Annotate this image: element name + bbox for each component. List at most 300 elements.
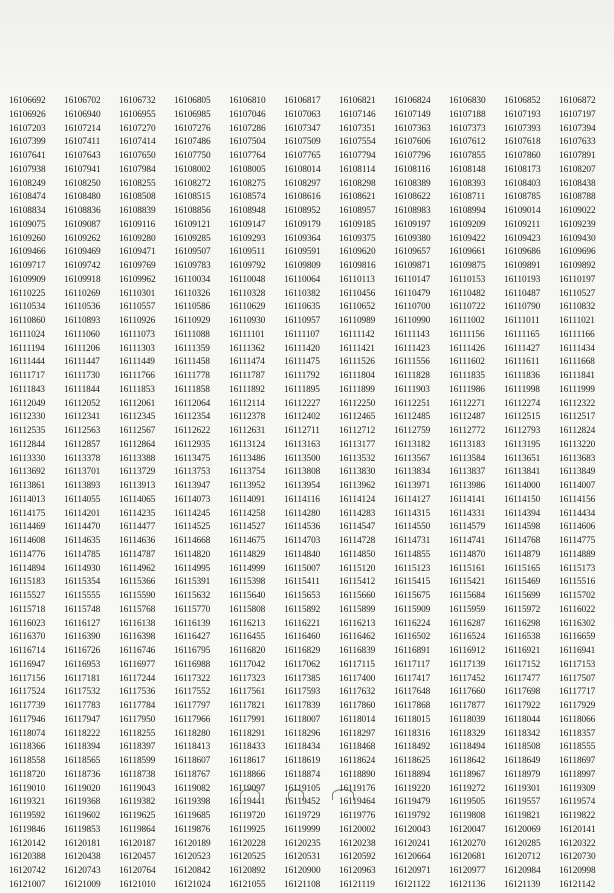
number-cell: 16111142 xyxy=(339,329,375,340)
number-cell: 16109423 xyxy=(504,233,541,244)
number-cell: 16116302 xyxy=(559,618,596,629)
number-cell: 16117322 xyxy=(174,673,211,684)
number-cell: 16106872 xyxy=(559,96,596,106)
number-cell: 16108785 xyxy=(504,192,541,203)
number-cell: 16108616 xyxy=(284,192,321,203)
number-cell: 16118329 xyxy=(449,728,486,739)
number-cell: 16109769 xyxy=(119,261,156,271)
number-cell: 16120047 xyxy=(449,824,486,835)
number-cell: 16109511 xyxy=(229,247,266,258)
number-cell: 16117561 xyxy=(229,687,266,698)
number-cell: 16110269 xyxy=(64,288,101,299)
number-cell: 16107347 xyxy=(284,123,321,134)
number-cell: 16110635 xyxy=(284,302,321,313)
number-cell: 16116023 xyxy=(9,618,46,629)
number-cell: 16109375 xyxy=(339,233,376,244)
number-cell: 16118492 xyxy=(394,742,431,753)
number-cell: 16119925 xyxy=(229,824,266,835)
number-cell: 16121119 xyxy=(339,879,375,890)
number-cell: 16115972 xyxy=(504,604,541,615)
number-cell: 16112622 xyxy=(174,426,211,436)
number-cell: 16117593 xyxy=(284,687,321,698)
number-cell: 16108952 xyxy=(284,206,321,216)
number-cell: 16119220 xyxy=(394,783,431,794)
number-cell: 16117153 xyxy=(559,659,596,670)
number-cell: 16120742 xyxy=(9,866,46,876)
number-cell: 16120531 xyxy=(284,852,321,863)
number-cell: 16116370 xyxy=(9,632,46,643)
number-cell: 16106805 xyxy=(174,96,211,106)
number-cell: 16118866 xyxy=(229,769,266,780)
number-cell: 16118044 xyxy=(504,714,541,725)
number-cell: 16120270 xyxy=(449,838,486,849)
number-cell: 16118624 xyxy=(339,756,376,766)
number-cell: 16110790 xyxy=(504,302,541,313)
number-cell: 16120998 xyxy=(559,866,596,876)
number-cell: 16112330 xyxy=(9,412,46,423)
number-cell: 16115699 xyxy=(504,591,541,601)
number-cell: 16112772 xyxy=(449,426,486,436)
number-cell: 16116287 xyxy=(449,618,486,629)
number-cell: 16116213 xyxy=(339,618,376,629)
number-cell: 16116538 xyxy=(504,632,541,643)
number-cell: 16111903 xyxy=(394,384,430,395)
number-cell: 16120730 xyxy=(559,852,596,863)
number-cell: 16117115 xyxy=(339,659,375,670)
number-list-grid xyxy=(9,95,614,893)
number-cell: 16115808 xyxy=(229,604,266,615)
number-cell: 16109116 xyxy=(119,219,156,230)
number-cell: 16117117 xyxy=(394,659,430,670)
number-cell: 16114930 xyxy=(64,563,101,574)
number-cell: 16109285 xyxy=(174,233,211,244)
number-cell: 16120712 xyxy=(504,852,541,863)
number-cell: 16111359 xyxy=(174,343,210,354)
number-cell: 16106821 xyxy=(339,96,376,106)
number-cell: 16114999 xyxy=(229,563,266,574)
number-cell: 16111303 xyxy=(119,343,155,354)
number-cell: 16119720 xyxy=(229,811,266,821)
number-cell: 16114879 xyxy=(504,549,541,560)
number-cell: 16109280 xyxy=(119,233,156,244)
number-cell: 16118222 xyxy=(64,728,101,739)
number-cell: 16110048 xyxy=(229,274,266,285)
number-cell: 16109875 xyxy=(449,261,486,271)
number-cell: 16111420 xyxy=(284,343,320,354)
number-cell: 16109185 xyxy=(339,219,376,230)
number-cell: 16110990 xyxy=(394,316,431,326)
number-cell: 16117698 xyxy=(504,687,541,698)
number-cell: 16111156 xyxy=(449,329,485,340)
number-cell: 16119557 xyxy=(504,797,541,808)
number-cell: 16114127 xyxy=(394,494,431,505)
number-cell: 16115702 xyxy=(559,591,596,601)
number-cell: 16109686 xyxy=(504,247,541,258)
number-cell: 16111423 xyxy=(394,343,430,354)
number-cell: 16109591 xyxy=(284,247,321,258)
number-cell: 16114598 xyxy=(504,522,541,533)
number-cell: 16113124 xyxy=(229,439,266,450)
number-cell: 16117860 xyxy=(339,701,376,711)
number-cell: 16116820 xyxy=(229,646,266,656)
number-cell: 16120238 xyxy=(339,838,376,849)
number-cell: 16119452 xyxy=(284,797,321,808)
number-cell: 16109380 xyxy=(394,233,431,244)
number-cell: 16119464 xyxy=(339,797,376,808)
number-cell: 16116022 xyxy=(559,604,596,615)
number-cell: 16113475 xyxy=(174,453,211,464)
number-cell: 16113330 xyxy=(9,453,46,464)
number-cell: 16118720 xyxy=(9,769,46,780)
number-cell: 16113532 xyxy=(339,453,376,464)
number-cell: 16109364 xyxy=(284,233,321,244)
number-cell: 16117947 xyxy=(64,714,101,725)
number-cell: 16120438 xyxy=(64,852,101,863)
number-cell: 16110034 xyxy=(174,274,211,285)
number-cell: 16109466 xyxy=(9,247,46,258)
number-cell: 16119272 xyxy=(449,783,486,794)
number-cell: 16107618 xyxy=(504,137,541,148)
number-cell: 16107650 xyxy=(119,151,156,161)
number-cell: 16109742 xyxy=(64,261,101,271)
number-cell: 16120189 xyxy=(174,838,211,849)
number-cell: 16111427 xyxy=(504,343,540,354)
number-cell: 16113163 xyxy=(284,439,321,450)
number-cell: 16106817 xyxy=(284,96,321,106)
number-cell: 16120842 xyxy=(174,866,211,876)
number-cell: 16117385 xyxy=(284,673,321,684)
number-cell: 16115165 xyxy=(504,563,541,574)
number-cell: 16113808 xyxy=(284,467,321,478)
number-cell: 16115899 xyxy=(339,604,376,615)
number-cell: 16110700 xyxy=(394,302,431,313)
number-cell: 16107794 xyxy=(339,151,376,161)
number-cell: 16109179 xyxy=(284,219,321,230)
number-cell: 16113651 xyxy=(504,453,541,464)
number-cell: 16107938 xyxy=(9,164,46,175)
number-cell: 16110487 xyxy=(504,288,541,299)
number-cell: 16106852 xyxy=(504,96,541,106)
number-cell: 16119853 xyxy=(64,824,101,835)
number-cell: 16116127 xyxy=(64,618,101,629)
number-cell: 16117950 xyxy=(119,714,156,725)
number-cell: 16121139 xyxy=(504,879,541,890)
number-cell: 16110064 xyxy=(284,274,321,285)
number-cell: 16113177 xyxy=(339,439,376,450)
number-cell: 16119382 xyxy=(119,797,156,808)
number-cell: 16114175 xyxy=(9,508,46,519)
number-cell: 16111841 xyxy=(559,371,595,381)
number-cell: 16108621 xyxy=(339,192,376,203)
number-cell: 16114258 xyxy=(229,508,266,519)
number-cell: 16114636 xyxy=(119,536,156,546)
number-cell: 16112064 xyxy=(174,398,211,409)
number-cell: 16110225 xyxy=(9,288,46,299)
number-cell: 16112341 xyxy=(64,412,101,423)
number-cell: 16120984 xyxy=(504,866,541,876)
number-cell: 16118565 xyxy=(64,756,101,766)
number-cell: 16114728 xyxy=(339,536,376,546)
number-cell: 16107606 xyxy=(394,137,431,148)
number-cell: 16118433 xyxy=(229,742,266,753)
number-cell: 16107941 xyxy=(64,164,101,175)
number-cell: 16111717 xyxy=(9,371,45,381)
number-cell: 16109717 xyxy=(9,261,46,271)
number-cell: 16115959 xyxy=(449,604,486,615)
number-cell: 16114668 xyxy=(174,536,211,546)
number-cell: 16117632 xyxy=(339,687,376,698)
number-cell: 16108005 xyxy=(229,164,266,175)
number-cell: 16110930 xyxy=(229,316,266,326)
number-cell: 16116139 xyxy=(174,618,211,629)
number-cell: 16119808 xyxy=(449,811,486,821)
number-cell: 16117532 xyxy=(64,687,101,698)
number-cell: 16107641 xyxy=(9,151,46,161)
number-cell: 16111143 xyxy=(394,329,430,340)
number-cell: 16116138 xyxy=(119,618,156,629)
number-cell: 16116298 xyxy=(504,618,541,629)
number-cell: 16109661 xyxy=(449,247,486,258)
number-cell: 16117152 xyxy=(504,659,541,670)
number-cell: 16112114 xyxy=(229,398,265,409)
number-cell: 16117648 xyxy=(394,687,431,698)
number-cell: 16108403 xyxy=(504,178,541,189)
number-cell: 16108148 xyxy=(449,164,486,175)
number-cell: 16112712 xyxy=(339,426,376,436)
number-cell: 16108480 xyxy=(64,192,101,203)
number-cell: 16117784 xyxy=(119,701,156,711)
number-cell: 16113849 xyxy=(559,467,596,478)
number-cell: 16111060 xyxy=(64,329,100,340)
number-cell: 16120142 xyxy=(9,838,46,849)
number-cell: 16113837 xyxy=(449,467,486,478)
number-cell: 16116839 xyxy=(339,646,376,656)
number-cell: 16108948 xyxy=(229,206,266,216)
number-cell: 16107486 xyxy=(174,137,211,148)
number-cell: 16119792 xyxy=(394,811,431,821)
number-cell: 16114768 xyxy=(504,536,541,546)
number-cell: 16108250 xyxy=(64,178,101,189)
number-cell: 16111021 xyxy=(559,316,595,326)
number-cell: 16120523 xyxy=(174,852,211,863)
number-cell: 16115660 xyxy=(339,591,376,601)
number-cell: 16120002 xyxy=(339,824,376,835)
number-cell: 16118558 xyxy=(9,756,46,766)
number-cell: 16107414 xyxy=(119,137,156,148)
number-cell: 16109892 xyxy=(559,261,596,271)
number-cell: 16108393 xyxy=(449,178,486,189)
number-cell: 16111088 xyxy=(174,329,210,340)
number-cell: 16120977 xyxy=(449,866,486,876)
number-cell: 16109657 xyxy=(394,247,431,258)
number-cell: 16114000 xyxy=(504,481,541,491)
number-cell: 16107394 xyxy=(559,123,596,134)
number-cell: 16112378 xyxy=(229,412,266,423)
number-cell: 16117783 xyxy=(64,701,101,711)
number-cell: 16110113 xyxy=(339,274,375,285)
number-cell: 16111107 xyxy=(284,329,320,340)
number-cell: 16118555 xyxy=(559,742,596,753)
number-cell: 16110957 xyxy=(284,316,321,326)
number-cell: 16114741 xyxy=(449,536,486,546)
number-cell: 16113947 xyxy=(174,481,211,491)
number-cell: 16109962 xyxy=(119,274,156,285)
number-cell: 16120457 xyxy=(119,852,156,863)
number-cell: 16115183 xyxy=(9,577,46,588)
number-cell: 16114470 xyxy=(64,522,101,533)
number-cell: 16120388 xyxy=(9,852,46,863)
number-cell: 16114894 xyxy=(9,563,46,574)
number-cell: 16108255 xyxy=(119,178,156,189)
number-cell: 16108474 xyxy=(9,192,46,203)
number-cell: 16111828 xyxy=(394,371,430,381)
number-cell: 16110301 xyxy=(119,288,156,299)
number-cell: 16118066 xyxy=(559,714,596,725)
number-cell: 16118997 xyxy=(559,769,596,780)
number-cell: 16119821 xyxy=(504,811,541,821)
number-cell: 16109022 xyxy=(559,206,596,216)
number-cell: 16108983 xyxy=(394,206,431,216)
number-cell: 16113692 xyxy=(9,467,46,478)
number-cell: 16110989 xyxy=(339,316,376,326)
number-cell: 16118007 xyxy=(284,714,321,725)
number-cell: 16112759 xyxy=(394,426,431,436)
number-cell: 16107188 xyxy=(449,109,486,120)
number-cell: 16114731 xyxy=(394,536,431,546)
number-cell: 16113971 xyxy=(394,481,431,491)
number-cell: 16117868 xyxy=(394,701,431,711)
number-cell: 16107509 xyxy=(284,137,321,148)
number-cell: 16109260 xyxy=(9,233,46,244)
number-cell: 16107554 xyxy=(339,137,376,148)
number-cell: 16112465 xyxy=(339,412,376,423)
number-cell: 16115909 xyxy=(394,604,431,615)
number-cell: 16106732 xyxy=(119,96,156,106)
number-cell: 16113753 xyxy=(174,467,211,478)
number-cell: 16107063 xyxy=(284,109,321,120)
number-cell: 16117042 xyxy=(229,659,266,670)
number-cell: 16119020 xyxy=(64,783,101,794)
number-cell: 16121024 xyxy=(174,879,211,890)
number-cell: 16118394 xyxy=(64,742,101,753)
number-cell: 16110527 xyxy=(559,288,596,299)
number-cell: 16116829 xyxy=(284,646,321,656)
number-cell: 16111792 xyxy=(284,371,320,381)
number-cell: 16106810 xyxy=(229,96,266,106)
number-cell: 16109262 xyxy=(64,233,101,244)
number-cell: 16106692 xyxy=(9,96,46,106)
number-cell: 16116795 xyxy=(174,646,211,656)
number-cell: 16109696 xyxy=(559,247,596,258)
number-cell: 16111835 xyxy=(449,371,485,381)
number-cell: 16111434 xyxy=(559,343,595,354)
number-cell: 16108994 xyxy=(449,206,486,216)
number-cell: 16107399 xyxy=(9,137,46,148)
number-cell: 16114840 xyxy=(284,549,321,560)
number-cell: 16111101 xyxy=(229,329,265,340)
number-cell: 16115354 xyxy=(64,577,101,588)
number-cell: 16111843 xyxy=(9,384,45,395)
number-cell: 16114394 xyxy=(504,508,541,519)
number-cell: 16120187 xyxy=(119,838,156,849)
number-cell: 16113683 xyxy=(559,453,596,464)
number-cell: 16110586 xyxy=(174,302,211,313)
number-cell: 16113952 xyxy=(229,481,266,491)
number-cell: 16117966 xyxy=(174,714,211,725)
number-cell: 16116502 xyxy=(394,632,431,643)
number-cell: 16119398 xyxy=(174,797,211,808)
number-cell: 16107643 xyxy=(64,151,101,161)
number-cell: 16118736 xyxy=(64,769,101,780)
number-cell: 16115173 xyxy=(559,563,596,574)
number-cell: 16115590 xyxy=(119,591,156,601)
number-cell: 16106985 xyxy=(174,109,211,120)
number-cell: 16107393 xyxy=(504,123,541,134)
number-cell: 16120235 xyxy=(284,838,321,849)
number-cell: 16107750 xyxy=(174,151,211,161)
number-cell: 16111787 xyxy=(229,371,265,381)
number-cell: 16110629 xyxy=(229,302,266,313)
number-cell: 16109469 xyxy=(64,247,101,258)
number-cell: 16111999 xyxy=(559,384,595,395)
number-cell: 16108272 xyxy=(174,178,211,189)
number-cell: 16107203 xyxy=(9,123,46,134)
number-cell: 16111730 xyxy=(64,371,100,381)
number-cell: 16117507 xyxy=(559,673,596,684)
number-cell: 16116947 xyxy=(9,659,46,670)
number-cell: 16111804 xyxy=(339,371,375,381)
number-cell: 16118397 xyxy=(119,742,156,753)
number-cell: 16110536 xyxy=(64,302,101,313)
number-cell: 16113962 xyxy=(339,481,376,491)
number-cell: 16116460 xyxy=(284,632,321,643)
number-cell: 16112487 xyxy=(449,412,486,423)
number-cell: 16112711 xyxy=(284,426,320,436)
number-cell: 16120963 xyxy=(339,866,376,876)
number-cell: 16112052 xyxy=(64,398,101,409)
number-cell: 16109087 xyxy=(64,219,101,230)
number-cell: 16117524 xyxy=(9,687,46,698)
number-cell: 16117244 xyxy=(119,673,156,684)
number-cell: 16112824 xyxy=(559,426,596,436)
number-cell: 16111166 xyxy=(559,329,595,340)
number-cell: 16114703 xyxy=(284,536,321,546)
number-cell: 16108389 xyxy=(394,178,431,189)
number-cell: 16118894 xyxy=(394,769,431,780)
number-cell: 16116221 xyxy=(284,618,321,629)
number-cell: 16111766 xyxy=(119,371,155,381)
number-cell: 16111853 xyxy=(119,384,155,395)
number-cell: 16112563 xyxy=(64,426,101,436)
number-cell: 16114787 xyxy=(119,549,156,560)
number-cell: 16108711 xyxy=(449,192,486,203)
number-cell: 16120664 xyxy=(394,852,431,863)
number-cell: 16111011 xyxy=(504,316,540,326)
number-cell: 16115007 xyxy=(284,563,321,574)
number-cell: 16120043 xyxy=(394,824,431,835)
number-cell: 16112844 xyxy=(9,439,46,450)
number-cell: 16106830 xyxy=(449,96,486,106)
number-cell: 16113754 xyxy=(229,467,266,478)
number-cell: 16118296 xyxy=(284,728,321,739)
number-cell: 16114855 xyxy=(394,549,431,560)
number-cell: 16116988 xyxy=(174,659,211,670)
number-cell: 16109075 xyxy=(9,219,46,230)
number-cell: 16118468 xyxy=(339,742,376,753)
number-cell: 16118738 xyxy=(119,769,156,780)
number-cell: 16113834 xyxy=(394,467,431,478)
number-cell: 16115469 xyxy=(504,577,541,588)
